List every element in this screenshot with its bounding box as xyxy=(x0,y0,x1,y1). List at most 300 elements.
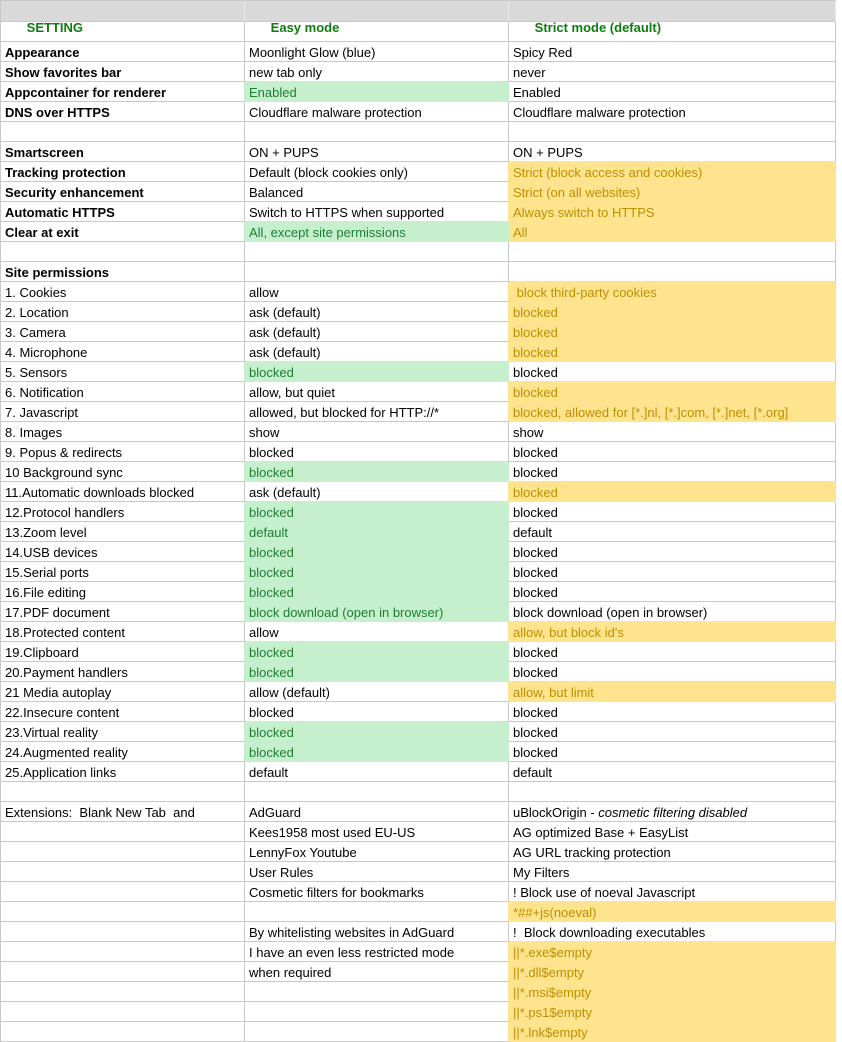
table-row xyxy=(1,502,836,522)
cell-text: blocked xyxy=(513,305,558,320)
table-row xyxy=(1,822,836,842)
easy-mode-cell xyxy=(245,602,509,622)
cell-text: Strict (on all websites) xyxy=(513,185,641,200)
strict-mode-cell xyxy=(509,622,836,642)
strict-mode-cell xyxy=(509,362,836,382)
table-row xyxy=(1,1002,836,1022)
strict-mode-cell xyxy=(509,822,836,842)
cell-text: 4. Microphone xyxy=(5,345,88,360)
table-row xyxy=(1,82,836,102)
easy-mode-cell xyxy=(245,342,509,362)
easy-mode-cell xyxy=(245,462,509,482)
easy-mode-cell xyxy=(245,522,509,542)
setting-cell xyxy=(1,742,245,762)
cell-text: Balanced xyxy=(249,185,304,200)
cell-text: blocked xyxy=(249,585,294,600)
table-row xyxy=(1,322,836,342)
strict-mode-cell xyxy=(509,682,836,702)
easy-mode-cell xyxy=(245,562,509,582)
header-row xyxy=(1,1,836,35)
setting-cell xyxy=(1,522,245,542)
table-row xyxy=(1,142,836,162)
setting-cell xyxy=(1,882,245,902)
setting-cell xyxy=(1,322,245,342)
strict-mode-cell xyxy=(509,702,836,722)
setting-cell xyxy=(1,1022,245,1042)
strict-mode-cell xyxy=(509,462,836,482)
setting-cell xyxy=(1,242,245,262)
strict-mode-cell xyxy=(509,1002,836,1022)
setting-cell xyxy=(1,402,245,422)
table-row xyxy=(1,742,836,762)
table-row xyxy=(1,402,836,422)
easy-mode-cell xyxy=(245,22,509,42)
easy-mode-cell xyxy=(245,702,509,722)
strict-mode-cell xyxy=(509,302,836,322)
cell-text: ON + PUPS xyxy=(513,145,583,160)
setting-cell xyxy=(1,702,245,722)
cell-text: default xyxy=(249,525,289,540)
cell-text: blocked xyxy=(249,365,294,380)
cell-text: ||*.dll$empty xyxy=(513,965,585,980)
setting-cell xyxy=(1,722,245,742)
setting-cell xyxy=(1,22,245,42)
cell-text: blocked xyxy=(513,345,558,360)
cell-text: ||*.exe$empty xyxy=(513,945,593,960)
strict-mode-cell xyxy=(509,262,836,282)
easy-mode-cell xyxy=(245,322,509,342)
cell-text: blocked xyxy=(513,565,558,580)
column-header-setting xyxy=(1,1,245,35)
easy-mode-cell xyxy=(245,622,509,642)
cell-text: Clear at exit xyxy=(5,225,79,240)
cell-text: 17.PDF document xyxy=(5,605,110,620)
cell-text: 24.Augmented reality xyxy=(5,745,128,760)
cell-text: blocked xyxy=(249,505,294,520)
cell-text: *##+js(noeval) xyxy=(513,905,597,920)
table-row xyxy=(1,762,836,782)
easy-mode-cell xyxy=(245,762,509,782)
table-row xyxy=(1,602,836,622)
setting-cell xyxy=(1,142,245,162)
setting-cell xyxy=(1,182,245,202)
setting-cell xyxy=(1,442,245,462)
table-row xyxy=(1,222,836,242)
cell-text: blocked xyxy=(249,705,294,720)
table-row xyxy=(1,422,836,442)
easy-mode-cell xyxy=(245,202,509,222)
cell-text: allowed, but blocked for HTTP://* xyxy=(249,405,440,420)
cell-text: block third-party cookies xyxy=(513,285,657,300)
strict-mode-cell xyxy=(509,42,836,62)
easy-mode-cell xyxy=(245,882,509,902)
cell-text: blocked xyxy=(513,585,558,600)
strict-mode-cell xyxy=(509,522,836,542)
cell-text: Automatic HTTPS xyxy=(5,205,115,220)
cell-text: All xyxy=(513,225,528,240)
cell-text: Always switch to HTTPS xyxy=(513,205,655,220)
strict-mode-cell xyxy=(509,82,836,102)
table-row xyxy=(1,542,836,562)
cell-text: blocked xyxy=(249,665,294,680)
table-row xyxy=(1,62,836,82)
easy-mode-cell xyxy=(245,842,509,862)
cell-text: 19.Clipboard xyxy=(5,645,79,660)
cell-text: Site permissions xyxy=(5,265,110,280)
strict-mode-cell xyxy=(509,102,836,122)
setting-cell xyxy=(1,82,245,102)
strict-mode-cell xyxy=(509,402,836,422)
table-row xyxy=(1,562,836,582)
easy-mode-cell xyxy=(245,682,509,702)
cell-text: blocked xyxy=(513,665,558,680)
cell-text: 21 Media autoplay xyxy=(5,685,112,700)
easy-mode-cell xyxy=(245,982,509,1002)
easy-mode-cell xyxy=(245,942,509,962)
cell-text: allow xyxy=(249,285,279,300)
cell-text: 12.Protocol handlers xyxy=(5,505,125,520)
cell-text: 11.Automatic downloads blocked xyxy=(5,485,195,500)
cell-text: ||*.lnk$empty xyxy=(513,1025,588,1040)
setting-cell xyxy=(1,962,245,982)
strict-mode-cell xyxy=(509,502,836,522)
easy-mode-cell xyxy=(245,42,509,62)
strict-mode-cell xyxy=(509,182,836,202)
cell-text: ask (default) xyxy=(249,345,321,360)
cell-text: I have an even less restricted mode xyxy=(249,945,455,960)
setting-cell xyxy=(1,202,245,222)
cell-text: Show favorites bar xyxy=(5,65,122,80)
strict-mode-cell xyxy=(509,482,836,502)
easy-mode-cell xyxy=(245,242,509,262)
cell-text: blocked xyxy=(513,465,558,480)
strict-mode-cell xyxy=(509,862,836,882)
cell-text: 23.Virtual reality xyxy=(5,725,98,740)
strict-mode-cell xyxy=(509,902,836,922)
strict-mode-cell xyxy=(509,202,836,222)
cell-text: DNS over HTTPS xyxy=(5,105,110,120)
cell-text: AG URL tracking protection xyxy=(513,845,671,860)
strict-mode-cell xyxy=(509,842,836,862)
strict-mode-cell xyxy=(509,122,836,142)
cell-text: blocked xyxy=(249,565,294,580)
cell-text: blocked xyxy=(249,545,294,560)
cell-text: 18.Protected content xyxy=(5,625,125,640)
cell-text: 7. Javascript xyxy=(5,405,78,420)
strict-mode-cell xyxy=(509,582,836,602)
cell-text: allow, but limit xyxy=(513,685,594,700)
cell-text: ON + PUPS xyxy=(249,145,319,160)
cell-text: blocked xyxy=(513,725,558,740)
cell-text: blocked xyxy=(249,745,294,760)
table-row xyxy=(1,182,836,202)
strict-mode-cell xyxy=(509,942,836,962)
table-row xyxy=(1,882,836,902)
cell-text: AdGuard xyxy=(249,805,302,820)
strict-mode-cell xyxy=(509,142,836,162)
easy-mode-cell xyxy=(245,122,509,142)
setting-cell xyxy=(1,542,245,562)
cell-text: blocked, allowed for [*.]nl, [*.]com, [*.]net, [*.org] xyxy=(513,405,789,420)
table-row xyxy=(1,622,836,642)
cell-text: default xyxy=(249,765,289,780)
cell-text: All, except site permissions xyxy=(249,225,406,240)
easy-mode-cell xyxy=(245,82,509,102)
table-row xyxy=(1,842,836,862)
setting-cell xyxy=(1,1002,245,1022)
cell-text: Tracking protection xyxy=(5,165,126,180)
cell-text: 22.Insecure content xyxy=(5,705,120,720)
setting-cell xyxy=(1,822,245,842)
cell-text: Spicy Red xyxy=(513,45,573,60)
setting-cell xyxy=(1,662,245,682)
strict-mode-cell xyxy=(509,602,836,622)
strict-mode-cell xyxy=(509,22,836,42)
strict-mode-cell xyxy=(509,982,836,1002)
setting-cell xyxy=(1,42,245,62)
cell-text: Moonlight Glow (blue) xyxy=(249,45,376,60)
easy-mode-cell xyxy=(245,962,509,982)
setting-cell xyxy=(1,282,245,302)
table-row xyxy=(1,662,836,682)
cell-text: block download (open in browser) xyxy=(513,605,708,620)
table-row xyxy=(1,902,836,922)
strict-mode-cell xyxy=(509,322,836,342)
strict-mode-cell xyxy=(509,242,836,262)
cell-text: uBlockOrigin - xyxy=(513,805,599,820)
table-row xyxy=(1,522,836,542)
easy-mode-cell xyxy=(245,902,509,922)
cell-text: block download (open in browser) xyxy=(249,605,444,620)
table-row xyxy=(1,482,836,502)
cell-text: User Rules xyxy=(249,865,314,880)
setting-cell xyxy=(1,842,245,862)
strict-mode-cell xyxy=(509,62,836,82)
cell-text: Switch to HTTPS when supported xyxy=(249,205,445,220)
setting-cell xyxy=(1,942,245,962)
table-row xyxy=(1,162,836,182)
strict-mode-cell xyxy=(509,782,836,802)
cell-text: ! Block downloading executables xyxy=(513,925,706,940)
setting-cell xyxy=(1,782,245,802)
cell-text: blocked xyxy=(513,705,558,720)
cell-text: blocked xyxy=(249,445,294,460)
easy-mode-cell xyxy=(245,222,509,242)
cell-text: new tab only xyxy=(249,65,322,80)
strict-mode-cell xyxy=(509,282,836,302)
setting-cell xyxy=(1,762,245,782)
strict-mode-cell xyxy=(509,1022,836,1042)
cell-text: Appearance xyxy=(5,45,80,60)
easy-mode-cell xyxy=(245,642,509,662)
cell-text: ask (default) xyxy=(249,305,321,320)
cell-text: 13.Zoom level xyxy=(5,525,87,540)
cell-text-italic: cosmetic filtering disabled xyxy=(598,805,748,820)
cell-text: 25.Application links xyxy=(5,765,117,780)
table-row xyxy=(1,582,836,602)
setting-cell xyxy=(1,462,245,482)
strict-mode-cell xyxy=(509,222,836,242)
strict-mode-cell xyxy=(509,922,836,942)
cell-text: allow xyxy=(249,625,279,640)
cell-text: 3. Camera xyxy=(5,325,66,340)
setting-cell xyxy=(1,102,245,122)
cell-text: 15.Serial ports xyxy=(5,565,89,580)
table-row xyxy=(1,282,836,302)
cell-text: blocked xyxy=(513,485,558,500)
cell-text: 20.Payment handlers xyxy=(5,665,128,680)
column-header-strict-mode xyxy=(509,1,836,35)
easy-mode-cell xyxy=(245,62,509,82)
setting-cell xyxy=(1,422,245,442)
cell-text: default xyxy=(513,525,553,540)
cell-text: blocked xyxy=(249,645,294,660)
cell-text: ! Block use of noeval Javascript xyxy=(513,885,696,900)
strict-mode-cell xyxy=(509,422,836,442)
setting-cell xyxy=(1,222,245,242)
setting-cell xyxy=(1,982,245,1002)
table-row xyxy=(1,722,836,742)
setting-cell xyxy=(1,802,245,822)
cell-text: default xyxy=(513,765,553,780)
strict-mode-cell xyxy=(509,342,836,362)
strict-mode-cell xyxy=(509,742,836,762)
strict-mode-cell xyxy=(509,562,836,582)
cell-text: allow (default) xyxy=(249,685,330,700)
easy-mode-cell xyxy=(245,822,509,842)
cell-text: Smartscreen xyxy=(5,145,84,160)
cell-text: My Filters xyxy=(513,865,570,880)
easy-mode-cell xyxy=(245,502,509,522)
table-row xyxy=(1,702,836,722)
easy-mode-cell xyxy=(245,362,509,382)
table-row xyxy=(1,1022,836,1042)
cell-text: Extensions: Blank New Tab and xyxy=(5,805,195,820)
cell-text: Cloudflare malware protection xyxy=(249,105,422,120)
cell-text: 6. Notification xyxy=(5,385,84,400)
setting-cell xyxy=(1,162,245,182)
table-row xyxy=(1,802,836,822)
strict-mode-cell xyxy=(509,962,836,982)
setting-cell xyxy=(1,122,245,142)
cell-text: blocked xyxy=(513,325,558,340)
cell-text: ||*.ps1$empty xyxy=(513,1005,593,1020)
table-row xyxy=(1,782,836,802)
easy-mode-cell xyxy=(245,282,509,302)
cell-text: 1. Cookies xyxy=(5,285,67,300)
table-row xyxy=(1,22,836,42)
easy-mode-cell xyxy=(245,142,509,162)
table-row xyxy=(1,42,836,62)
cell-text: AG optimized Base + EasyList xyxy=(513,825,689,840)
cell-text: 9. Popus & redirects xyxy=(5,445,123,460)
setting-cell xyxy=(1,902,245,922)
easy-mode-cell xyxy=(245,162,509,182)
easy-mode-cell xyxy=(245,182,509,202)
cell-text: when required xyxy=(249,965,332,980)
column-header-easy-mode xyxy=(245,1,509,35)
cell-text: blocked xyxy=(513,445,558,460)
cell-text: Default (block cookies only) xyxy=(249,165,408,180)
setting-cell xyxy=(1,262,245,282)
cell-text: allow, but block id's xyxy=(513,625,624,640)
easy-mode-cell xyxy=(245,582,509,602)
table-row xyxy=(1,962,836,982)
table-row xyxy=(1,302,836,322)
cell-text: 14.USB devices xyxy=(5,545,98,560)
cell-text: ask (default) xyxy=(249,325,321,340)
cell-text: blocked xyxy=(513,385,558,400)
cell-text: show xyxy=(513,425,544,440)
cell-text: blocked xyxy=(513,545,558,560)
cell-text: blocked xyxy=(513,505,558,520)
setting-cell xyxy=(1,62,245,82)
cell-text: 8. Images xyxy=(5,425,63,440)
easy-mode-cell xyxy=(245,262,509,282)
strict-mode-cell xyxy=(509,162,836,182)
table-row xyxy=(1,942,836,962)
cell-text: blocked xyxy=(513,365,558,380)
cell-text: Cloudflare malware protection xyxy=(513,105,686,120)
cell-text: show xyxy=(249,425,280,440)
easy-mode-cell xyxy=(245,742,509,762)
strict-mode-cell xyxy=(509,882,836,902)
strict-mode-cell xyxy=(509,542,836,562)
easy-mode-cell xyxy=(245,102,509,122)
table-row xyxy=(1,382,836,402)
easy-mode-cell xyxy=(245,802,509,822)
easy-mode-cell xyxy=(245,1002,509,1022)
strict-mode-cell xyxy=(509,642,836,662)
cell-text: ask (default) xyxy=(249,485,321,500)
table-row xyxy=(1,462,836,482)
easy-mode-cell xyxy=(245,662,509,682)
strict-mode-cell xyxy=(509,762,836,782)
setting-cell xyxy=(1,582,245,602)
easy-mode-cell xyxy=(245,482,509,502)
setting-cell xyxy=(1,502,245,522)
table-row xyxy=(1,922,836,942)
column-header-label: SETTING xyxy=(26,20,84,35)
easy-mode-cell xyxy=(245,302,509,322)
cell-text: Enabled xyxy=(249,85,297,100)
strict-mode-cell xyxy=(509,722,836,742)
setting-cell xyxy=(1,682,245,702)
cell-text: LennyFox Youtube xyxy=(249,845,357,860)
strict-mode-cell xyxy=(509,382,836,402)
cell-text: blocked xyxy=(249,725,294,740)
table-row xyxy=(1,202,836,222)
easy-mode-cell xyxy=(245,782,509,802)
cell-text: blocked xyxy=(513,745,558,760)
table-row xyxy=(1,362,836,382)
table-row xyxy=(1,862,836,882)
column-header-label: Strict mode (default) xyxy=(534,20,662,35)
table-row xyxy=(1,102,836,122)
cell-text: 16.File editing xyxy=(5,585,86,600)
cell-text: Enabled xyxy=(513,85,561,100)
cell-text: 5. Sensors xyxy=(5,365,68,380)
cell-text: By whitelisting websites in AdGuard xyxy=(249,925,455,940)
cell-text: blocked xyxy=(513,645,558,660)
table-row xyxy=(1,442,836,462)
easy-mode-cell xyxy=(245,442,509,462)
cell-text: Strict (block access and cookies) xyxy=(513,165,703,180)
table-row xyxy=(1,242,836,262)
setting-cell xyxy=(1,382,245,402)
strict-mode-cell xyxy=(509,802,836,822)
cell-text: ||*.msi$empty xyxy=(513,985,592,1000)
